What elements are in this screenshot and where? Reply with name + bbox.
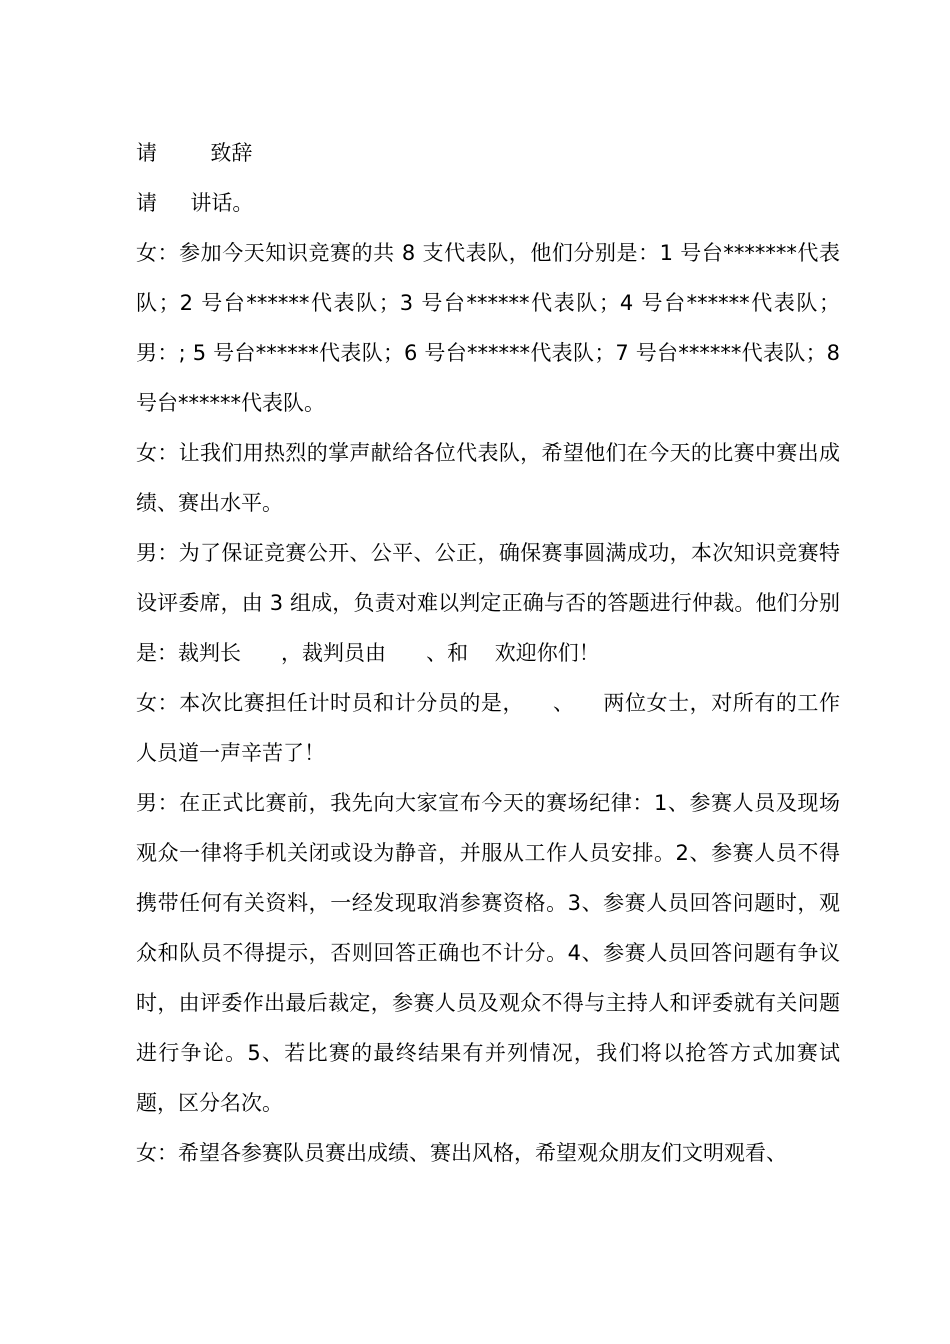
- paragraph-rules: 男：在正式比赛前，我先向大家宣布今天的赛场纪律：1、参赛人员及现场观众一律将手机关闭或设为静音，并服从工作人员安排。2、参赛人员不得携带任何有关资料，一经发现取消参赛资格。3、参赛人员回答问题时，观众和队员不得提示，否则回答正确也不计分。4、参赛人员回答问题有争议时，由评委作出最后裁定，参赛人员及观众不得与主持人和评委就有关问题进行争论。5、若比赛的最终结果有并列情况，我们将以抢答方式加赛试题，区分名次。: [136, 791, 840, 1115]
- paragraph-judges: 男：为了保证竞赛公开、公平、公正，确保赛事圆满成功，本次知识竞赛特设评委席，由 3 组成，负责对难以判定正确与否的答题进行仲裁。他们分别是：裁判长 ，裁判员由 、和 欢迎你们！: [136, 541, 840, 665]
- paragraph-timekeepers: 女：本次比赛担任计时员和计分员的是， 、 两位女士，对所有的工作人员道一声辛苦了！: [136, 691, 840, 765]
- paragraph-invite-speech: 请 讲话。: [136, 191, 254, 215]
- paragraph-invite-address: 请 致辞: [136, 141, 253, 165]
- paragraph-applause: 女：让我们用热烈的掌声献给各位代表队，希望他们在今天的比赛中赛出成绩、赛出水平。: [136, 441, 840, 515]
- document-body: [136, 128, 847, 1178]
- paragraph-closing-wishes: 女：希望各参赛队员赛出成绩、赛出风格，希望观众朋友们文明观看、: [136, 1141, 787, 1165]
- paragraph-team-introduction: 女：参加今天知识竞赛的共 8 支代表队，他们分别是：1 号台*******代表队；2 号台******代表队；3 号台******代表队；4 号台******代表队；男：; 5 号台******代表队；6 号台******代表队；7 号台******代表队；8 号台******代表队。: [136, 241, 847, 415]
